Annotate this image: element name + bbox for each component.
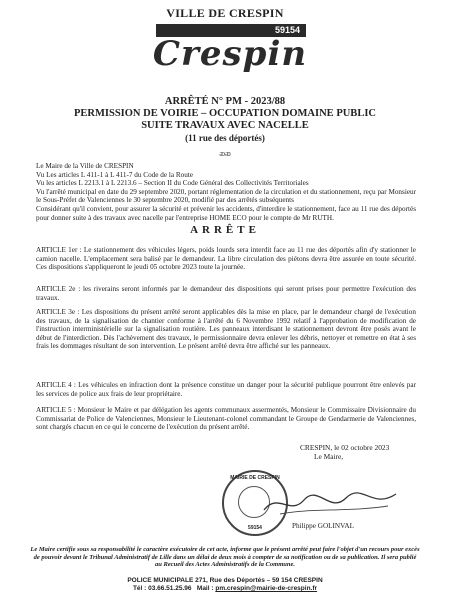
logo-postcode: 59154	[274, 25, 300, 35]
crespin-logo	[150, 22, 310, 80]
stamp-bottom-text: 59154	[248, 525, 262, 531]
decree-subject: PERMISSION DE VOIRIE – OCCUPATION DOMAINE PUBLIC	[74, 108, 376, 119]
city-header: VILLE DE CRESPIN	[166, 6, 284, 20]
footer-contact	[0, 585, 450, 593]
signatory-name: Philippe GOLINVAL	[292, 522, 354, 530]
stamp-top-text: MAIRIE DE CRESPIN	[230, 475, 280, 481]
article-1: ARTICLE 1er : Le stationnement des véhicules légers, poids lourds sera interdit face au 11 rue des déportés afin d'y stationner le camion nacelle. L'emplacement sera balisé par le demandeur. La libre circulation des piétons devra être assurée en toute sécurité. Ces dispositions s'appliqueront le jeudi 05 octobre 2023 toute la journée.	[36, 246, 416, 272]
preamble-mayor: Le Maire de la Ville de CRESPIN	[36, 162, 134, 170]
article-2: ARTICLE 2e : les riverains seront informés par le demandeur des dispositions qui seront prises pour permettre l'exécution des travaux.	[36, 285, 416, 302]
footer-mail-label: Mail :	[196, 585, 214, 592]
footer-address: POLICE MUNICIPALE 271, Rue des Déportés – 59 154 CRESPIN	[127, 577, 323, 584]
article-5: ARTICLE 5 : Monsieur le Maire et par délégation les agents communaux assermentés, Monsieur le Commissaire Divisionnaire du Commissariat de Police de Valenciennes, Monsieur le Lieutenant-colonel commandant le Groupe de Gendarmerie de Valenciennes, sont chargés chacun en ce qui le concerne de l'exécution du présent arrêté.	[36, 406, 416, 432]
preamble-vu-arrete: Vu l'arrêté municipal en date du 29 septembre 2020, portant réglementation de la circulation et du stationnement, reçu par Monsieur le Sous-Préfet de Valenciennes le 30 septembre 2020, modifié par des arrêtés subséquents	[36, 187, 416, 205]
article-4: ARTICLE 4 : Les véhicules en infraction dont la présence constitue un danger pour la sécurité publique pourront être enlevés par les services de police aux frais de leur propriétaire.	[36, 381, 416, 398]
page-footer	[0, 577, 450, 593]
ornament-divider: ᴔᴔ	[219, 149, 231, 158]
signature-place-date: CRESPIN, le 02 octobre 2023	[300, 443, 390, 452]
footer-email-link[interactable]: pm.crespin@mairie-de-crespin.fr	[215, 585, 318, 592]
decree-reason: SUITE TRAVAUX AVEC NACELLE	[141, 120, 309, 131]
decree-address: (11 rue des déportés)	[185, 133, 265, 143]
logo-wordmark: Crespin	[152, 34, 308, 74]
legal-footnote: Le Maire certifie sous sa responsabilité le caractère exécutoire de cet acte, informe que le présent arrêté peut faire l'objet d'un recours pour excès de pouvoir devant le Tribunal Administratif de Lille dans un délai de deux mois à compter de sa notification ou de sa publication. Il sera publié au Recueil des Actes Administratifs de la Commune.	[30, 546, 420, 569]
preamble-considerant: Considérant qu'il convient, pour assurer la sécurité et prévenir les accidents, d'interdire le stationnement, face au 11 rue des déportés pour donner suite à des travaux avec nacelle par l'entreprise HOME ECO pour le compte de Mr RUTH.	[36, 204, 416, 222]
signature-role: Le Maire,	[314, 451, 344, 461]
handwritten-signature	[260, 488, 400, 518]
preamble-vu-route: Vu Les articles L 411-1 à L 411-7 du Code de la Route	[36, 170, 193, 179]
signature-block	[300, 444, 430, 461]
preamble-vu-cgct: Vu les articles L 2213.1 à L 2213.6 – Section II du Code Général des Collectivités Territoriales	[36, 179, 309, 188]
arrete-heading: ARRÊTE	[190, 224, 260, 236]
decree-number: ARRÊTÉ N° PM - 2023/88	[164, 96, 286, 107]
preamble	[36, 162, 416, 222]
decree-title	[0, 96, 450, 144]
article-3: ARTICLE 3e : Les dispositions du présent arrêté seront applicables dès la mise en place, par le demandeur chargé de l'exécution des travaux, de la signalisation de chantier conforme à l'arrêté du 6 Novembre 1992 relatif à l'approbation de modification de l'instruction interministérielle sur la signalisation routière. Les panneaux interdisant le stationnement devront être posés avant le début de l'interdiction. Dès l'achèvement des travaux, le permissionnaire devra enlever les débris, nettoyer et remettre en état à ses frais les dommages résultant de son intervention. Le présent arrêté devra être affiché sur les panneaux.	[36, 308, 416, 351]
footer-phone: Tél : 03.66.51.25.96	[132, 585, 192, 592]
